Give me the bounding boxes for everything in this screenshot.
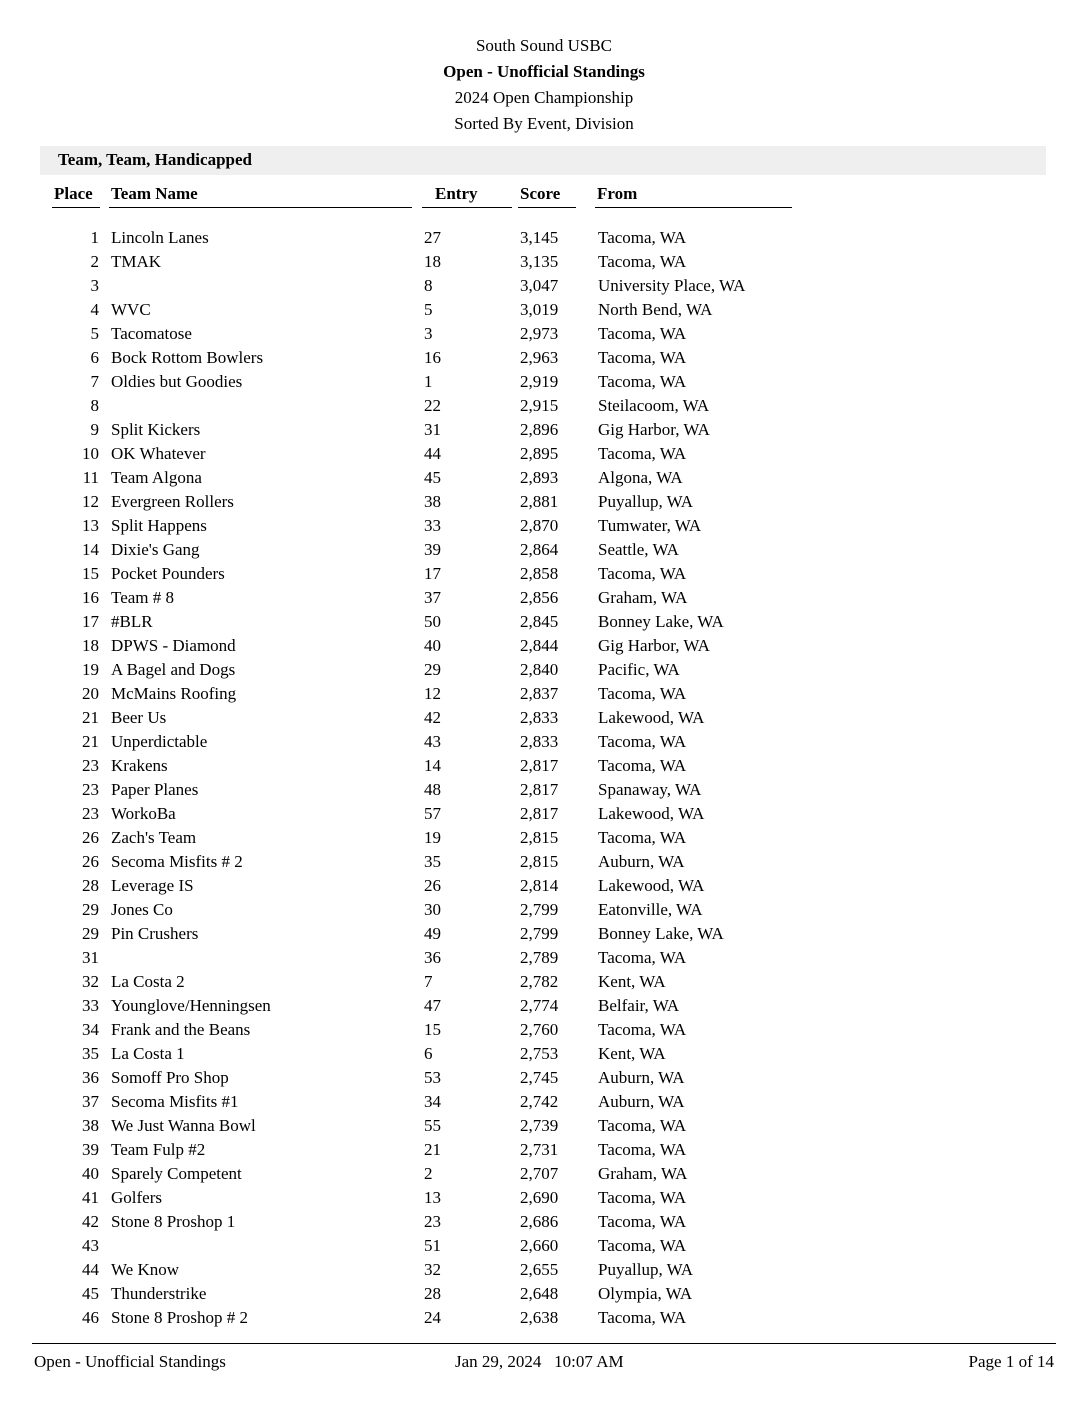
cell-score: 2,837 — [520, 684, 559, 703]
table-row — [0, 636, 1088, 660]
cell-entry: 40 — [424, 636, 441, 655]
cell-from: Tacoma, WA — [598, 1116, 687, 1135]
cell-entry: 14 — [424, 756, 441, 775]
cell-entry: 36 — [424, 948, 441, 967]
cell-place: 12 — [82, 492, 99, 511]
cell-from: Tacoma, WA — [598, 1212, 687, 1231]
table-row — [0, 900, 1088, 924]
cell-score: 2,814 — [520, 876, 559, 895]
cell-team-name: Oldies but Goodies — [111, 372, 243, 391]
cell-score: 2,745 — [520, 1068, 559, 1087]
table-row — [0, 972, 1088, 996]
organization-name: South Sound USBC — [475, 36, 613, 55]
cell-team-name: We Know — [111, 1260, 180, 1279]
cell-place: 2 — [90, 252, 99, 271]
cell-entry: 55 — [424, 1116, 441, 1135]
cell-place: 7 — [90, 372, 99, 391]
cell-score: 2,870 — [520, 516, 559, 535]
cell-entry: 16 — [424, 348, 441, 367]
cell-score: 2,799 — [520, 924, 559, 943]
cell-from: Tacoma, WA — [598, 252, 687, 271]
cell-team-name: McMains Roofing — [111, 684, 237, 703]
cell-place: 26 — [82, 852, 99, 871]
cell-place: 18 — [82, 636, 99, 655]
cell-from: Lakewood, WA — [598, 876, 705, 895]
cell-place: 13 — [82, 516, 99, 535]
cell-score: 2,707 — [520, 1164, 559, 1183]
cell-entry: 2 — [424, 1164, 433, 1183]
cell-team-name: Secoma Misfits #1 — [111, 1092, 239, 1111]
cell-score: 2,856 — [520, 588, 559, 607]
cell-team-name: Jones Co — [111, 900, 173, 919]
table-row — [0, 1020, 1088, 1044]
cell-entry: 32 — [424, 1260, 441, 1279]
cell-from: Gig Harbor, WA — [598, 420, 710, 439]
cell-score: 2,963 — [520, 348, 559, 367]
table-row — [0, 1260, 1088, 1284]
cell-score: 2,844 — [520, 636, 559, 655]
table-row — [0, 1092, 1088, 1116]
cell-place: 6 — [90, 348, 99, 367]
cell-score: 2,919 — [520, 372, 559, 391]
cell-team-name: Beer Us — [111, 708, 167, 727]
cell-entry: 45 — [424, 468, 441, 487]
cell-from: Lakewood, WA — [598, 804, 705, 823]
table-row — [0, 372, 1088, 396]
table-row — [0, 852, 1088, 876]
table-row — [0, 468, 1088, 492]
cell-from: Spanaway, WA — [598, 780, 702, 799]
cell-score: 2,817 — [520, 780, 559, 799]
table-row — [0, 444, 1088, 468]
cell-team-name: Stone 8 Proshop 1 — [111, 1212, 236, 1231]
footer-report-name: Open - Unofficial Standings — [34, 1352, 226, 1371]
cell-team-name: OK Whatever — [111, 444, 206, 463]
table-row — [0, 228, 1088, 252]
cell-place: 10 — [82, 444, 99, 463]
table-row — [0, 1068, 1088, 1092]
cell-score: 3,019 — [520, 300, 559, 319]
cell-score: 2,817 — [520, 756, 559, 775]
cell-team-name: WVC — [111, 300, 151, 319]
cell-entry: 18 — [424, 252, 441, 271]
cell-place: 21 — [82, 708, 99, 727]
cell-place: 4 — [90, 300, 99, 319]
cell-score: 2,753 — [520, 1044, 559, 1063]
table-row — [0, 324, 1088, 348]
cell-entry: 49 — [424, 924, 441, 943]
cell-place: 9 — [90, 420, 99, 439]
cell-from: Puyallup, WA — [598, 1260, 694, 1279]
column-header-entry: Entry — [435, 184, 478, 203]
cell-entry: 28 — [424, 1284, 441, 1303]
cell-entry: 53 — [424, 1068, 441, 1087]
cell-team-name: Split Happens — [111, 516, 207, 535]
cell-entry: 23 — [424, 1212, 441, 1231]
cell-entry: 1 — [424, 372, 433, 391]
cell-team-name: Frank and the Beans — [111, 1020, 251, 1039]
cell-score: 2,686 — [520, 1212, 559, 1231]
cell-score: 3,047 — [520, 276, 559, 295]
cell-score: 2,815 — [520, 852, 559, 871]
cell-place: 23 — [82, 804, 99, 823]
table-row — [0, 1212, 1088, 1236]
cell-entry: 3 — [424, 324, 433, 343]
footer-page-number: Page 1 of 14 — [968, 1352, 1054, 1371]
table-row — [0, 828, 1088, 852]
cell-place: 3 — [90, 276, 99, 295]
cell-score: 3,145 — [520, 228, 559, 247]
cell-entry: 30 — [424, 900, 441, 919]
championship-name: 2024 Open Championship — [454, 88, 634, 107]
cell-place: 36 — [82, 1068, 99, 1087]
cell-from: Graham, WA — [598, 1164, 688, 1183]
footer-rule — [32, 1343, 1056, 1344]
cell-score: 2,655 — [520, 1260, 559, 1279]
cell-from: Gig Harbor, WA — [598, 636, 710, 655]
cell-team-name: Dixie's Gang — [111, 540, 200, 559]
table-row — [0, 612, 1088, 636]
column-rule-team-name — [109, 207, 412, 208]
cell-from: Algona, WA — [598, 468, 683, 487]
cell-team-name: WorkoBa — [111, 804, 176, 823]
table-row — [0, 924, 1088, 948]
cell-entry: 17 — [424, 564, 441, 583]
column-rule-entry — [422, 207, 512, 208]
cell-team-name: Somoff Pro Shop — [111, 1068, 229, 1087]
table-row — [0, 996, 1088, 1020]
table-row — [0, 1044, 1088, 1068]
cell-score: 2,817 — [520, 804, 559, 823]
cell-from: Tacoma, WA — [598, 1308, 687, 1327]
table-row — [0, 948, 1088, 972]
table-row — [0, 540, 1088, 564]
cell-place: 39 — [82, 1140, 99, 1159]
cell-from: Tacoma, WA — [598, 444, 687, 463]
cell-place: 31 — [82, 948, 99, 967]
cell-entry: 57 — [424, 804, 441, 823]
cell-team-name: Leverage IS — [111, 876, 194, 895]
cell-place: 28 — [82, 876, 99, 895]
cell-from: Bonney Lake, WA — [598, 924, 724, 943]
table-row — [0, 708, 1088, 732]
table-row — [0, 252, 1088, 276]
cell-place: 8 — [90, 396, 99, 415]
cell-place: 45 — [82, 1284, 99, 1303]
cell-score: 2,881 — [520, 492, 559, 511]
cell-entry: 8 — [424, 276, 433, 295]
column-rule-place — [52, 207, 100, 208]
cell-entry: 44 — [424, 444, 441, 463]
cell-score: 2,845 — [520, 612, 559, 631]
cell-team-name: Golfers — [111, 1188, 162, 1207]
table-row — [0, 420, 1088, 444]
cell-team-name: La Costa 2 — [111, 972, 185, 991]
cell-score: 2,638 — [520, 1308, 559, 1327]
cell-from: Seattle, WA — [598, 540, 679, 559]
cell-score: 2,660 — [520, 1236, 559, 1255]
cell-from: Kent, WA — [598, 1044, 666, 1063]
cell-from: Tacoma, WA — [598, 564, 687, 583]
table-row — [0, 300, 1088, 324]
table-row — [0, 1116, 1088, 1140]
cell-entry: 24 — [424, 1308, 441, 1327]
column-header-score: Score — [520, 184, 561, 203]
footer-timestamp: Jan 29, 2024 10:07 AM — [455, 1352, 624, 1371]
column-header-from: From — [597, 184, 638, 203]
cell-place: 5 — [90, 324, 99, 343]
cell-place: 34 — [82, 1020, 99, 1039]
cell-place: 20 — [82, 684, 99, 703]
cell-entry: 26 — [424, 876, 441, 895]
cell-from: Tumwater, WA — [598, 516, 702, 535]
cell-place: 41 — [82, 1188, 99, 1207]
cell-entry: 34 — [424, 1092, 441, 1111]
cell-entry: 7 — [424, 972, 433, 991]
table-row — [0, 780, 1088, 804]
cell-from: Tacoma, WA — [598, 756, 687, 775]
table-row — [0, 756, 1088, 780]
cell-entry: 50 — [424, 612, 441, 631]
cell-place: 42 — [82, 1212, 99, 1231]
cell-entry: 22 — [424, 396, 441, 415]
standings-table — [0, 228, 1088, 1332]
cell-team-name: We Just Wanna Bowl — [111, 1116, 256, 1135]
cell-from: Tacoma, WA — [598, 348, 687, 367]
cell-place: 37 — [82, 1092, 99, 1111]
table-row — [0, 588, 1088, 612]
cell-score: 2,864 — [520, 540, 559, 559]
cell-team-name: Pin Crushers — [111, 924, 199, 943]
cell-place: 29 — [82, 924, 99, 943]
cell-from: Bonney Lake, WA — [598, 612, 724, 631]
cell-score: 2,760 — [520, 1020, 559, 1039]
cell-from: Auburn, WA — [598, 1068, 685, 1087]
table-row — [0, 1164, 1088, 1188]
cell-entry: 47 — [424, 996, 441, 1015]
cell-score: 2,731 — [520, 1140, 559, 1159]
cell-team-name: Thunderstrike — [111, 1284, 207, 1303]
cell-from: Eatonville, WA — [598, 900, 703, 919]
cell-team-name: Stone 8 Proshop # 2 — [111, 1308, 248, 1327]
table-row — [0, 348, 1088, 372]
cell-team-name: Team Fulp #2 — [111, 1140, 206, 1159]
cell-from: Tacoma, WA — [598, 1140, 687, 1159]
cell-from: Pacific, WA — [598, 660, 680, 679]
column-header-place: Place — [54, 184, 93, 203]
cell-team-name: Lincoln Lanes — [111, 228, 209, 247]
cell-team-name: DPWS - Diamond — [111, 636, 236, 655]
cell-entry: 38 — [424, 492, 441, 511]
cell-from: Tacoma, WA — [598, 372, 687, 391]
cell-score: 2,893 — [520, 468, 559, 487]
cell-team-name: Younglove/Henningsen — [111, 996, 271, 1015]
cell-score: 2,742 — [520, 1092, 559, 1111]
cell-from: Olympia, WA — [598, 1284, 693, 1303]
cell-place: 32 — [82, 972, 99, 991]
cell-from: Tacoma, WA — [598, 1020, 687, 1039]
cell-team-name: Krakens — [111, 756, 168, 775]
cell-place: 17 — [82, 612, 99, 631]
cell-from: Lakewood, WA — [598, 708, 705, 727]
cell-from: Kent, WA — [598, 972, 666, 991]
cell-entry: 19 — [424, 828, 441, 847]
cell-team-name: Unperdictable — [111, 732, 208, 751]
cell-entry: 33 — [424, 516, 441, 535]
cell-entry: 51 — [424, 1236, 441, 1255]
table-row — [0, 1308, 1088, 1332]
cell-place: 1 — [90, 228, 99, 247]
cell-team-name: Team # 8 — [111, 588, 175, 607]
cell-place: 43 — [82, 1236, 99, 1255]
table-row — [0, 684, 1088, 708]
cell-from: Tacoma, WA — [598, 948, 687, 967]
table-row — [0, 492, 1088, 516]
cell-entry: 5 — [424, 300, 433, 319]
cell-from: North Bend, WA — [598, 300, 713, 319]
sort-note: Sorted By Event, Division — [454, 114, 634, 133]
cell-score: 2,648 — [520, 1284, 559, 1303]
cell-entry: 39 — [424, 540, 441, 559]
cell-score: 2,858 — [520, 564, 559, 583]
cell-from: Belfair, WA — [598, 996, 680, 1015]
cell-place: 29 — [82, 900, 99, 919]
column-header-team-name: Team Name — [111, 184, 198, 203]
cell-from: Tacoma, WA — [598, 1188, 687, 1207]
cell-team-name: Sparely Competent — [111, 1164, 242, 1183]
cell-entry: 6 — [424, 1044, 433, 1063]
cell-score: 3,135 — [520, 252, 559, 271]
cell-from: University Place, WA — [598, 276, 746, 295]
cell-from: Puyallup, WA — [598, 492, 694, 511]
cell-team-name: Split Kickers — [111, 420, 201, 439]
column-rule-score — [518, 207, 576, 208]
cell-from: Auburn, WA — [598, 852, 685, 871]
table-row — [0, 564, 1088, 588]
cell-team-name: Paper Planes — [111, 780, 199, 799]
cell-entry: 15 — [424, 1020, 441, 1039]
cell-team-name: Team Algona — [111, 468, 202, 487]
table-row — [0, 1188, 1088, 1212]
cell-entry: 27 — [424, 228, 441, 247]
cell-from: Tacoma, WA — [598, 732, 687, 751]
cell-place: 21 — [82, 732, 99, 751]
cell-place: 38 — [82, 1116, 99, 1135]
report-title: Open - Unofficial Standings — [443, 62, 645, 81]
cell-score: 2,782 — [520, 972, 559, 991]
cell-place: 40 — [82, 1164, 99, 1183]
cell-from: Graham, WA — [598, 588, 688, 607]
cell-team-name: Bock Rottom Bowlers — [111, 348, 264, 367]
cell-from: Tacoma, WA — [598, 1236, 687, 1255]
cell-entry: 13 — [424, 1188, 441, 1207]
section-title: Team, Team, Handicapped — [58, 150, 252, 169]
cell-score: 2,774 — [520, 996, 559, 1015]
cell-score: 2,739 — [520, 1116, 559, 1135]
cell-from: Tacoma, WA — [598, 228, 687, 247]
cell-entry: 37 — [424, 588, 441, 607]
column-rule-from — [595, 207, 792, 208]
cell-place: 46 — [82, 1308, 99, 1327]
cell-place: 15 — [82, 564, 99, 583]
cell-team-name: #BLR — [111, 612, 153, 631]
cell-team-name: Secoma Misfits # 2 — [111, 852, 243, 871]
cell-place: 33 — [82, 996, 99, 1015]
cell-place: 23 — [82, 756, 99, 775]
cell-team-name: La Costa 1 — [111, 1044, 185, 1063]
cell-team-name: Evergreen Rollers — [111, 492, 234, 511]
table-row — [0, 396, 1088, 420]
cell-score: 2,915 — [520, 396, 559, 415]
cell-score: 2,799 — [520, 900, 559, 919]
cell-from: Tacoma, WA — [598, 828, 687, 847]
cell-entry: 12 — [424, 684, 441, 703]
cell-entry: 42 — [424, 708, 441, 727]
cell-place: 35 — [82, 1044, 99, 1063]
table-row — [0, 1140, 1088, 1164]
cell-score: 2,833 — [520, 732, 559, 751]
cell-team-name: TMAK — [111, 252, 162, 271]
table-row — [0, 1236, 1088, 1260]
cell-place: 44 — [82, 1260, 99, 1279]
cell-entry: 31 — [424, 420, 441, 439]
cell-team-name: A Bagel and Dogs — [111, 660, 236, 679]
cell-entry: 48 — [424, 780, 441, 799]
cell-entry: 21 — [424, 1140, 441, 1159]
cell-place: 26 — [82, 828, 99, 847]
cell-place: 19 — [82, 660, 99, 679]
cell-score: 2,789 — [520, 948, 559, 967]
cell-place: 14 — [82, 540, 99, 559]
cell-place: 23 — [82, 780, 99, 799]
table-row — [0, 804, 1088, 828]
cell-score: 2,815 — [520, 828, 559, 847]
cell-entry: 29 — [424, 660, 441, 679]
cell-from: Auburn, WA — [598, 1092, 685, 1111]
cell-team-name: Zach's Team — [111, 828, 197, 847]
table-row — [0, 1284, 1088, 1308]
cell-score: 2,840 — [520, 660, 559, 679]
cell-from: Tacoma, WA — [598, 324, 687, 343]
cell-score: 2,833 — [520, 708, 559, 727]
table-row — [0, 876, 1088, 900]
table-row — [0, 276, 1088, 300]
cell-score: 2,973 — [520, 324, 559, 343]
cell-score: 2,895 — [520, 444, 559, 463]
cell-entry: 35 — [424, 852, 441, 871]
cell-from: Tacoma, WA — [598, 684, 687, 703]
cell-team-name: Pocket Pounders — [111, 564, 225, 583]
cell-from: Steilacoom, WA — [598, 396, 710, 415]
table-row — [0, 516, 1088, 540]
cell-entry: 43 — [424, 732, 441, 751]
cell-place: 11 — [82, 468, 99, 487]
cell-score: 2,690 — [520, 1188, 559, 1207]
cell-score: 2,896 — [520, 420, 559, 439]
cell-team-name: Tacomatose — [111, 324, 192, 343]
table-row — [0, 732, 1088, 756]
cell-place: 16 — [82, 588, 99, 607]
table-row — [0, 660, 1088, 684]
